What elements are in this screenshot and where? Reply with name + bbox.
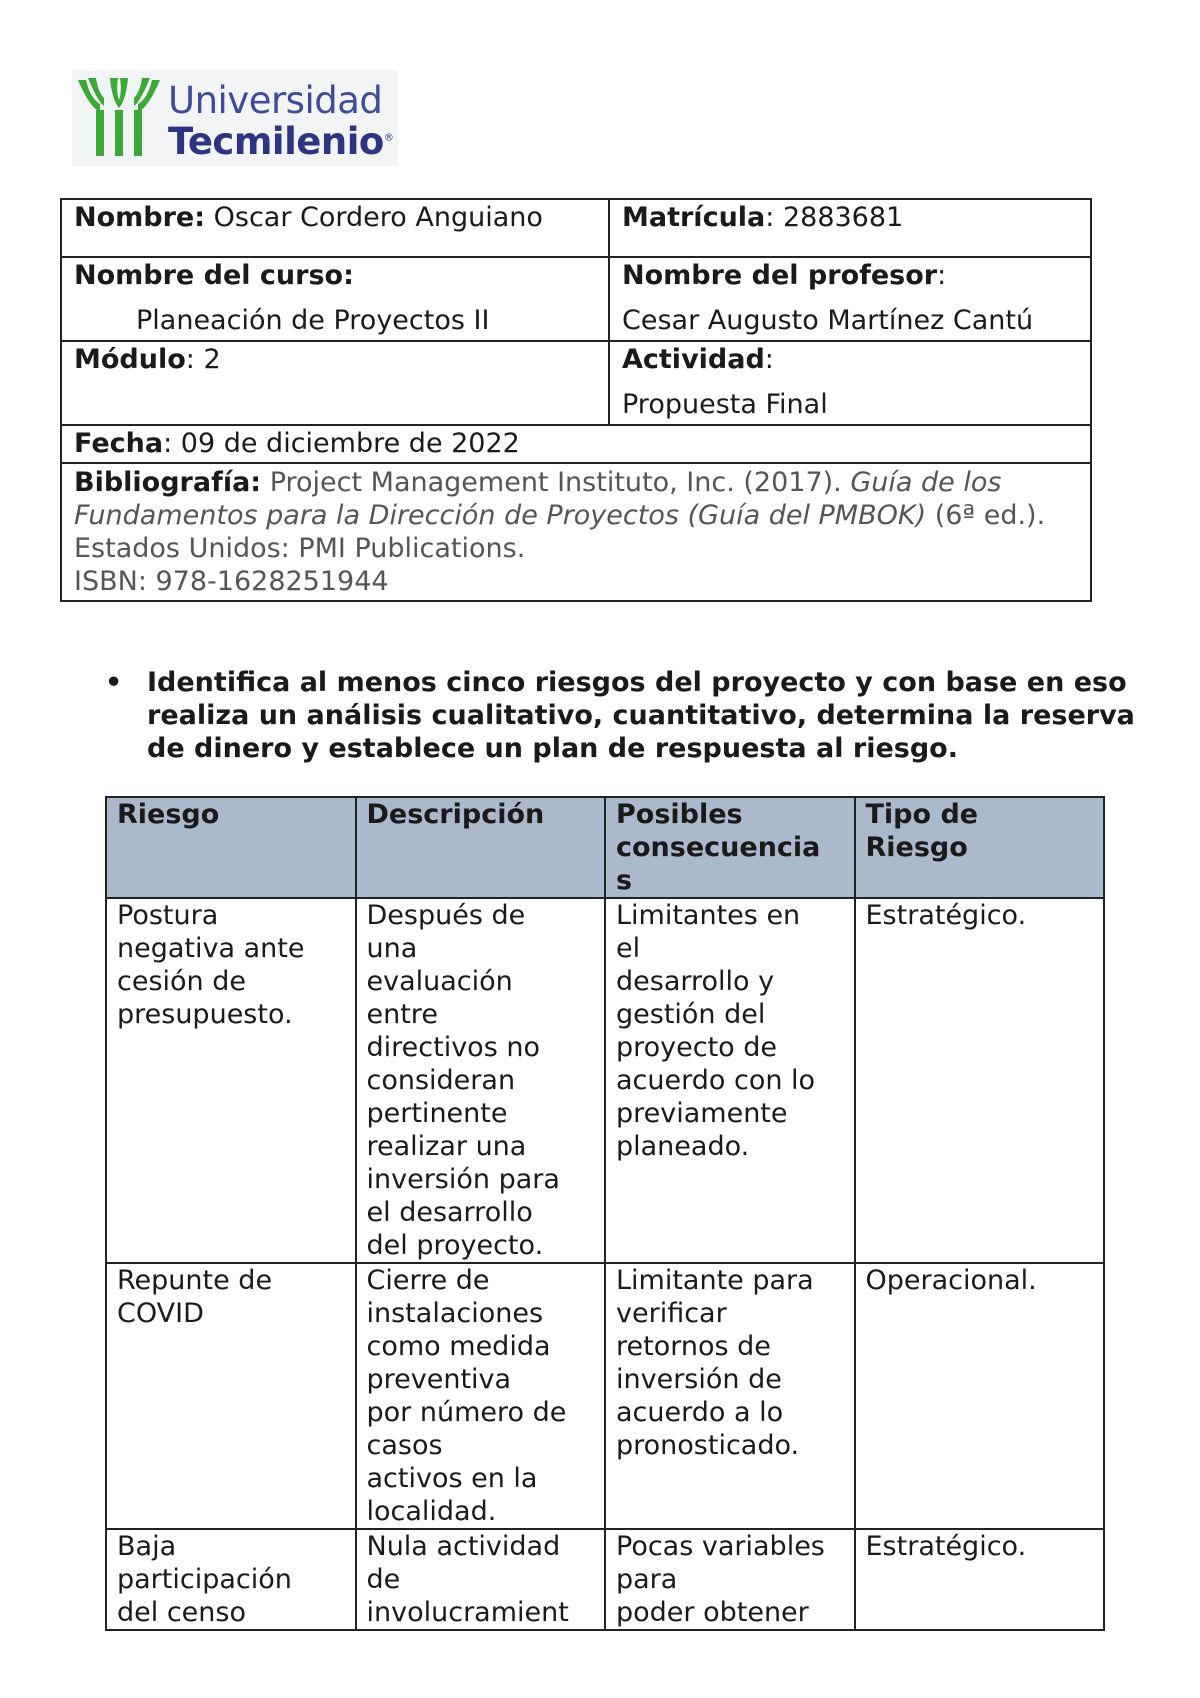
logo-line1: Universidad xyxy=(168,79,383,122)
activity-instruction xyxy=(105,666,1150,765)
table-cell: Postura negativa ante cesión de presupuesto. xyxy=(106,898,356,1263)
matricula-cell xyxy=(609,199,1091,257)
table-cell: Estratégico. xyxy=(855,898,1105,1263)
matricula-value: : 2883681 xyxy=(765,202,904,233)
actividad-label: Actividad xyxy=(622,344,765,375)
table-cell: Pocas variables para poder obtener xyxy=(605,1529,855,1630)
table-cell: Limitante para verificar retornos de inversión de acuerdo a lo pronosticado. xyxy=(605,1263,855,1529)
header-consecuencias: Posibles consecuencia s xyxy=(605,797,855,898)
table-cell: Limitantes en el desarrollo y gestión del proyecto de acuerdo con lo previamente planeado. xyxy=(605,898,855,1263)
fecha-label: Fecha xyxy=(74,428,164,459)
actividad-colon: : xyxy=(764,344,774,375)
profesor-colon: : xyxy=(937,260,947,291)
tecmilenio-emblem-icon xyxy=(76,74,162,160)
header-descripcion: Descripción xyxy=(356,797,606,898)
instruction-text: Identifica al menos cinco riesgos del proyecto y con base en eso realiza un análisis cualitativo, cuantitativo, determina la reserva de dinero y establece un plan de respuesta al riesgo. xyxy=(147,667,1135,764)
table-cell: Después de una evaluación entre directivos no consideran pertinente realizar una inversión para el desarrollo del proyecto. xyxy=(356,898,606,1263)
table-cell: Baja participación del censo xyxy=(106,1529,356,1630)
bullet: • xyxy=(105,667,123,698)
registered-mark: ® xyxy=(383,132,394,144)
fecha-cell xyxy=(61,425,1091,463)
modulo-label: Módulo xyxy=(74,344,186,375)
bibliografia-title: Guía de los Fundamentos para la Dirección de Proyectos (Guía del PMBOK) xyxy=(74,467,1002,531)
risk-table-header xyxy=(106,797,1104,898)
curso-cell xyxy=(61,257,609,341)
table-row xyxy=(106,1529,1104,1630)
table-cell: Estratégico. xyxy=(855,1529,1105,1630)
modulo-value: : 2 xyxy=(185,344,221,375)
actividad-value: Propuesta Final xyxy=(622,389,828,420)
table-row xyxy=(106,898,1104,1263)
header-riesgo: Riesgo xyxy=(106,797,356,898)
bibliografia-cell xyxy=(61,463,1091,601)
nombre-label: Nombre: xyxy=(74,202,206,233)
profesor-label: Nombre del profesor xyxy=(622,260,938,291)
logo-line2: Tecmilenio xyxy=(168,120,384,163)
fecha-value: : 09 de diciembre de 2022 xyxy=(163,428,520,459)
university-logo xyxy=(72,70,398,166)
table-cell: Nula actividad de involucramient xyxy=(356,1529,606,1630)
table-row xyxy=(106,1263,1104,1529)
nombre-value: Oscar Cordero Anguiano xyxy=(205,202,543,233)
table-cell: Cierre de instalaciones como medida preventiva por número de casos activos en la localidad. xyxy=(356,1263,606,1529)
student-info-table xyxy=(60,198,1092,602)
matricula-label: Matrícula xyxy=(622,202,766,233)
bibliografia-text: Project Management Instituto, Inc. (2017). xyxy=(261,467,851,498)
curso-value: Planeación de Proyectos II xyxy=(136,305,490,336)
isbn: ISBN: 978-1628251944 xyxy=(74,566,389,597)
bibliografia-label: Bibliografía: xyxy=(74,467,262,498)
actividad-cell xyxy=(609,341,1091,425)
table-cell: Repunte de COVID xyxy=(106,1263,356,1529)
modulo-cell xyxy=(61,341,609,425)
risk-table xyxy=(105,796,1105,1631)
table-cell: Operacional. xyxy=(855,1263,1105,1529)
profesor-cell xyxy=(609,257,1091,341)
profesor-value: Cesar Augusto Martínez Cantú xyxy=(622,305,1034,336)
nombre-cell xyxy=(61,199,609,257)
curso-label: Nombre del curso: xyxy=(74,260,354,291)
header-tipo: Tipo de Riesgo xyxy=(855,797,1105,898)
bibliografia-edition: (6ª ed.). Estados Unidos: PMI Publications. xyxy=(74,500,1046,564)
